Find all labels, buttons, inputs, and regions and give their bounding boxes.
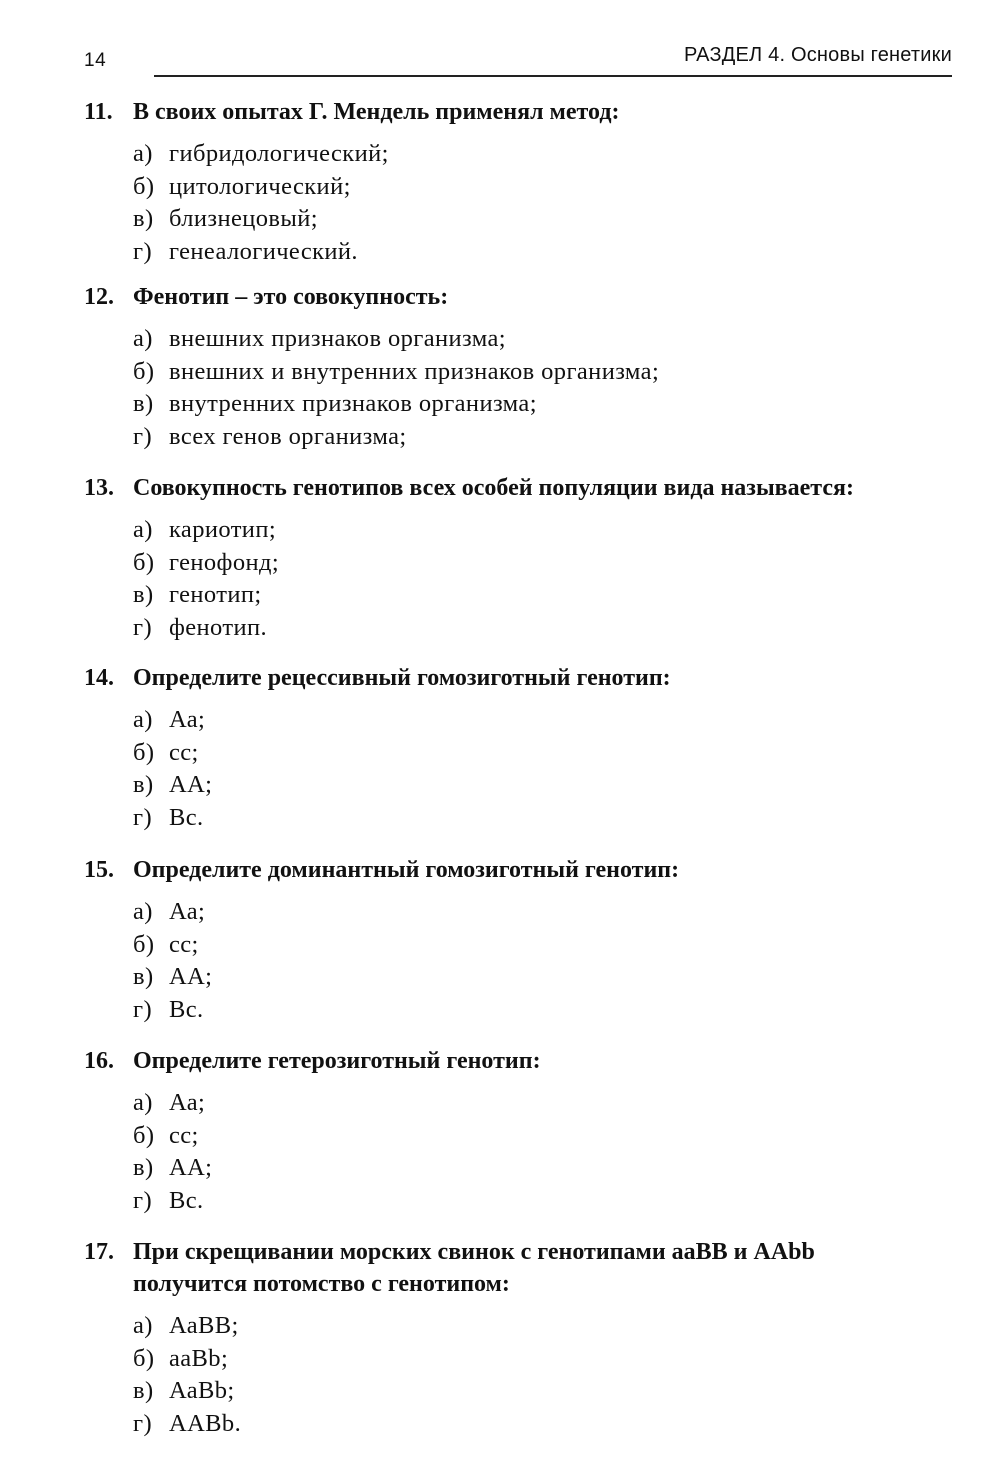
option-a [133, 704, 934, 737]
question-text: При скрещивании морских свинок с генотипами ааВВ и ААbb получится потомство с генотипом: [133, 1239, 815, 1297]
option-letter: б) [133, 172, 155, 200]
option-v [133, 388, 934, 421]
option-text: АаВВ; [169, 1312, 239, 1339]
option-text: генеалогический. [169, 237, 358, 265]
options-list [84, 138, 934, 268]
option-letter: б) [133, 738, 155, 766]
option-a [133, 323, 934, 356]
option-b [133, 547, 934, 580]
option-letter: а) [133, 1312, 153, 1339]
option-text: фенотип. [169, 613, 268, 641]
option-letter: б) [133, 1121, 155, 1149]
option-text: кариотип; [169, 516, 277, 543]
question-title [84, 1045, 934, 1077]
option-v [133, 203, 934, 236]
question-title [84, 662, 934, 694]
option-text: АА; [169, 1154, 213, 1181]
option-letter: в) [133, 963, 154, 990]
page-number: 14 [84, 50, 107, 71]
options-list [84, 1087, 934, 1217]
question-text: Определите доминантный гомозиготный генотип: [133, 857, 680, 883]
question-16 [84, 1045, 934, 1217]
option-letter: г) [133, 1409, 153, 1437]
option-text: ААВb. [169, 1409, 242, 1437]
option-v [133, 579, 934, 612]
option-text: гибридологический; [169, 140, 389, 167]
option-letter: б) [133, 1344, 155, 1372]
option-letter: г) [133, 995, 153, 1023]
question-number: 17. [84, 1239, 114, 1265]
question-title [84, 96, 934, 128]
option-g [133, 236, 934, 269]
option-text: внешних и внутренних признаков организма; [169, 357, 660, 385]
option-letter: а) [133, 325, 153, 352]
question-text: Фенотип – это совокупность: [133, 284, 449, 310]
option-text: генофонд; [169, 548, 280, 576]
option-v [133, 961, 934, 994]
option-text: цитологический; [169, 172, 351, 200]
option-text: сс; [169, 930, 199, 958]
option-letter: а) [133, 706, 153, 733]
option-b [133, 1343, 934, 1376]
option-text: АА; [169, 963, 213, 990]
option-g [133, 994, 934, 1027]
option-letter: г) [133, 422, 153, 450]
option-g [133, 421, 934, 454]
option-g [133, 802, 934, 835]
option-text: АаВb; [169, 1377, 235, 1404]
question-number: 11. [84, 99, 113, 125]
option-letter: г) [133, 613, 153, 641]
question-text: Определите гетерозиготный генотип: [133, 1048, 541, 1074]
option-letter: г) [133, 1186, 153, 1214]
option-text: сс; [169, 738, 199, 766]
option-letter: в) [133, 205, 154, 232]
question-number: 13. [84, 475, 114, 501]
option-b [133, 356, 934, 389]
question-15 [84, 854, 934, 1026]
options-list [84, 323, 934, 453]
option-b [133, 171, 934, 204]
option-a [133, 1310, 934, 1343]
option-b [133, 737, 934, 770]
question-number: 14. [84, 665, 114, 691]
option-a [133, 138, 934, 171]
option-text: Вс. [169, 803, 204, 831]
option-b [133, 929, 934, 962]
option-text: сс; [169, 1121, 199, 1149]
option-text: АА; [169, 771, 213, 798]
question-title [84, 281, 934, 313]
option-letter: в) [133, 1377, 154, 1404]
question-title [84, 472, 934, 504]
option-a [133, 1087, 934, 1120]
question-text: Совокупность генотипов всех особей популяции вида называется: [133, 475, 855, 501]
option-b [133, 1120, 934, 1153]
option-v [133, 1152, 934, 1185]
option-text: близнецовый; [169, 205, 318, 232]
options-list [84, 704, 934, 834]
question-number: 12. [84, 284, 114, 310]
options-list [84, 896, 934, 1026]
option-v [133, 769, 934, 802]
option-letter: а) [133, 140, 153, 167]
option-letter: г) [133, 803, 153, 831]
option-text: генотип; [169, 581, 262, 608]
question-11 [84, 96, 934, 268]
header-rule [154, 75, 952, 77]
option-a [133, 896, 934, 929]
option-v [133, 1375, 934, 1408]
section-title: РАЗДЕЛ 4. Основы генетики [683, 44, 952, 66]
question-text: Определите рецессивный гомозиготный генотип: [133, 665, 671, 691]
option-letter: в) [133, 1154, 154, 1181]
option-letter: а) [133, 1089, 153, 1116]
option-letter: б) [133, 357, 155, 385]
option-letter: в) [133, 581, 154, 608]
option-text: Вс. [169, 1186, 204, 1214]
options-list [84, 514, 934, 644]
option-text: внешних признаков организма; [169, 325, 506, 352]
option-letter: б) [133, 930, 155, 958]
question-17 [84, 1236, 934, 1440]
option-letter: а) [133, 516, 153, 543]
option-text: Аа; [169, 898, 206, 925]
question-title [84, 1236, 934, 1300]
option-g [133, 612, 934, 645]
option-letter: а) [133, 898, 153, 925]
question-title [84, 854, 934, 886]
option-g [133, 1185, 934, 1218]
option-letter: г) [133, 237, 153, 265]
option-a [133, 514, 934, 547]
question-number: 15. [84, 857, 114, 883]
option-letter: в) [133, 771, 154, 798]
question-12 [84, 281, 934, 453]
question-number: 16. [84, 1048, 114, 1074]
options-list [84, 1310, 934, 1440]
question-13 [84, 472, 934, 644]
option-text: Аа; [169, 1089, 206, 1116]
option-text: внутренних признаков организма; [169, 390, 537, 417]
option-g [133, 1408, 934, 1441]
option-letter: в) [133, 390, 154, 417]
option-text: ааВb; [169, 1344, 229, 1372]
option-text: Аа; [169, 706, 206, 733]
option-text: Вс. [169, 995, 204, 1023]
option-letter: б) [133, 548, 155, 576]
question-text: В своих опытах Г. Мендель применял метод: [133, 99, 620, 125]
option-text: всех генов организма; [169, 422, 407, 450]
question-14 [84, 662, 934, 834]
